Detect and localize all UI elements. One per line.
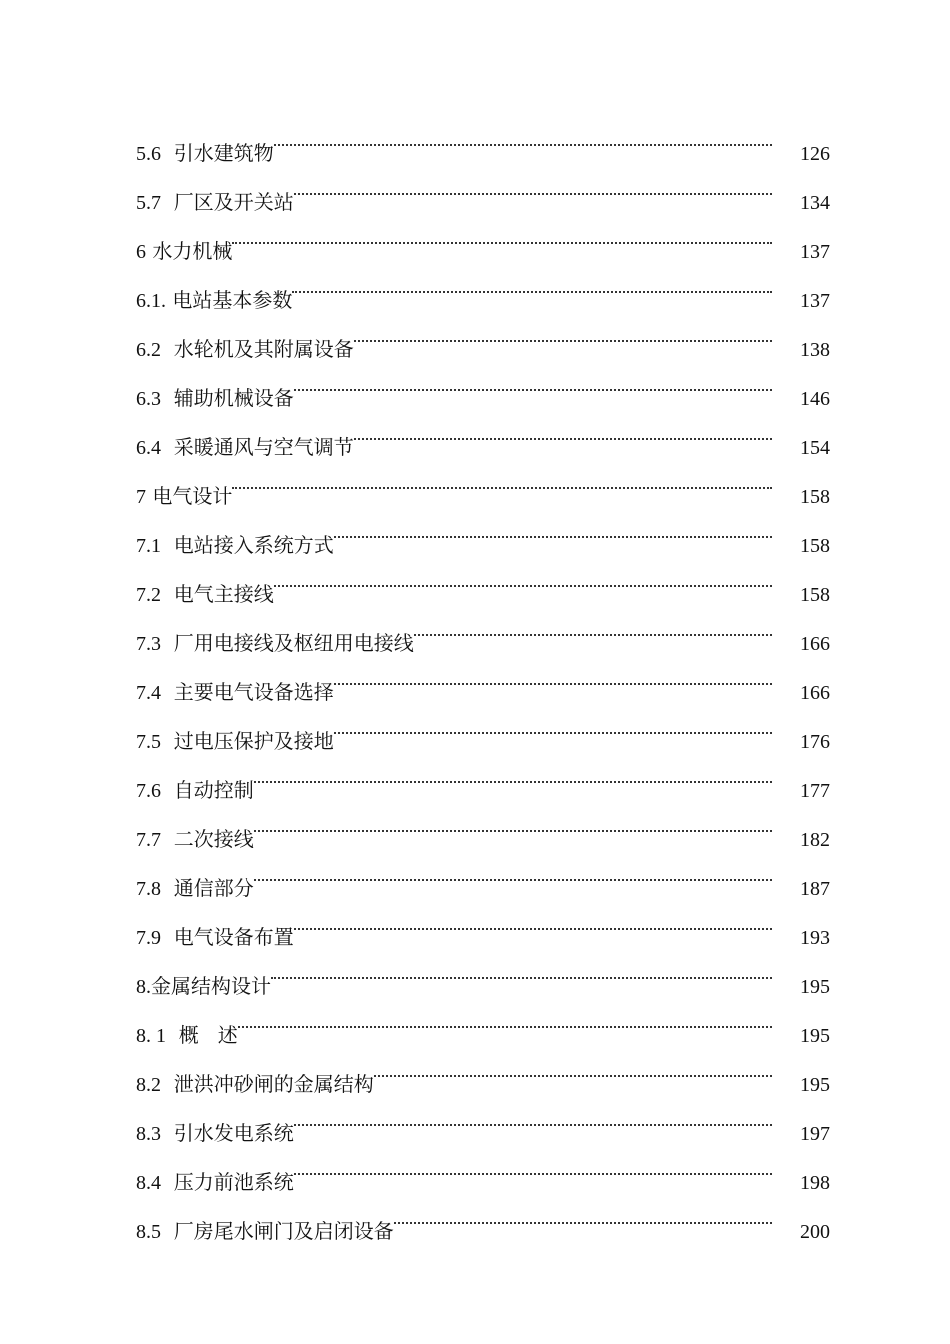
toc-entry-number: 7	[136, 486, 146, 508]
toc-entry-page-number: 176	[800, 731, 830, 753]
toc-entry-title	[136, 1207, 394, 1257]
table-of-contents	[136, 111, 830, 1243]
toc-dot-leader	[334, 503, 772, 552]
toc-entry-text: 二次接线	[173, 827, 254, 851]
toc-entry-number: 8.3	[136, 1123, 161, 1145]
toc-dot-leader	[294, 1091, 772, 1140]
toc-entry-spacer	[161, 827, 174, 851]
toc-entry-text: 泄洪冲砂闸的金属结构	[173, 1072, 374, 1096]
toc-entry-title	[136, 1109, 294, 1159]
toc-entry-spacer	[161, 1170, 174, 1194]
toc-entry-text: 引水建筑物	[173, 141, 274, 165]
toc-dot-leader	[254, 797, 772, 846]
toc-entry-spacer	[161, 1121, 174, 1145]
toc-entry-number: 6	[136, 241, 146, 263]
toc-entry-spacer	[161, 190, 174, 214]
toc-entry-text: 引水发电系统	[173, 1121, 294, 1145]
toc-entry-page-number: 137	[800, 241, 830, 263]
toc-entry[interactable]	[136, 993, 830, 1047]
toc-entry-number: 8.4	[136, 1172, 161, 1194]
toc-entry-number: 5.7	[136, 192, 161, 214]
toc-entry-spacer	[161, 386, 174, 410]
toc-entry-text: 水轮机及其附属设备	[173, 337, 354, 361]
toc-entry-page-number: 177	[800, 780, 830, 802]
toc-dot-leader	[254, 748, 772, 797]
toc-entry-text: 电气主接线	[173, 582, 274, 606]
toc-entry-number: 6.2	[136, 339, 161, 361]
toc-dot-leader	[294, 160, 772, 209]
toc-entry-spacer	[161, 729, 174, 753]
toc-dot-leader	[354, 405, 772, 454]
toc-entry-page-number: 166	[800, 682, 830, 704]
toc-dot-leader	[294, 895, 772, 944]
toc-entry[interactable]	[136, 111, 830, 165]
toc-entry-page-number: 134	[800, 192, 830, 214]
toc-entry-title	[136, 668, 334, 718]
toc-entry-number: 7.3	[136, 633, 161, 655]
toc-entry-page-number: 166	[800, 633, 830, 655]
toc-entry-spacer	[161, 582, 174, 606]
toc-dot-leader	[334, 699, 772, 748]
toc-entry-number: 7.6	[136, 780, 161, 802]
toc-entry-number: 8.5	[136, 1221, 161, 1243]
toc-entry-title	[136, 227, 232, 277]
toc-entry-page-number: 187	[800, 878, 830, 900]
toc-entry-page-number: 126	[800, 143, 830, 165]
toc-entry-number: 7.7	[136, 829, 161, 851]
toc-entry-text: 概 述	[178, 1023, 238, 1047]
toc-entry-title	[136, 276, 292, 326]
toc-entry-number: 7.5	[136, 731, 161, 753]
toc-entry-page-number: 158	[800, 486, 830, 508]
toc-dot-leader	[334, 650, 772, 699]
toc-dot-leader	[271, 944, 772, 993]
toc-entry-page-number: 138	[800, 339, 830, 361]
toc-entry-title	[136, 1158, 294, 1208]
toc-entry[interactable]	[136, 1042, 830, 1096]
toc-entry-text: 水力机械	[152, 239, 233, 263]
toc-entry-text: 辅助机械设备	[173, 386, 294, 410]
toc-entry-text: 金属结构设计	[151, 974, 271, 998]
toc-entry-page-number: 146	[800, 388, 830, 410]
toc-entry-page-number: 158	[800, 584, 830, 606]
toc-entry-spacer	[166, 1023, 179, 1047]
toc-entry-title	[136, 472, 232, 522]
toc-entry-number: 8. 1	[136, 1025, 166, 1047]
toc-entry-page-number: 195	[800, 1025, 830, 1047]
toc-entry-text: 压力前池系统	[173, 1170, 294, 1194]
toc-entry-page-number: 200	[800, 1221, 830, 1243]
toc-entry-title	[136, 570, 274, 620]
toc-dot-leader	[294, 356, 772, 405]
toc-entry-number: 6.3	[136, 388, 161, 410]
toc-dot-leader	[354, 307, 772, 356]
toc-entry-page-number: 195	[800, 1074, 830, 1096]
toc-entry-page-number: 195	[800, 976, 830, 998]
toc-entry[interactable]	[136, 503, 830, 557]
toc-entry-page-number: 158	[800, 535, 830, 557]
toc-entry-text: 厂房尾水闸门及启闭设备	[173, 1219, 394, 1243]
toc-entry-spacer	[161, 876, 174, 900]
toc-entry-spacer	[161, 778, 174, 802]
toc-entry-number: 5.6	[136, 143, 161, 165]
toc-entry-spacer	[161, 533, 174, 557]
toc-entry-number: 8.2	[136, 1074, 161, 1096]
toc-entry-text: 采暖通风与空气调节	[173, 435, 354, 459]
toc-entry-spacer	[161, 435, 174, 459]
toc-entry-text: 主要电气设备选择	[173, 680, 334, 704]
toc-entry-text: 电站接入系统方式	[173, 533, 334, 557]
toc-entry-spacer	[161, 1072, 174, 1096]
toc-entry-text: 厂区及开关站	[173, 190, 294, 214]
toc-entry-number: 7.2	[136, 584, 161, 606]
toc-entry-number: 7.1	[136, 535, 161, 557]
toc-entry-title	[136, 864, 254, 914]
toc-entry-page-number: 154	[800, 437, 830, 459]
toc-entry-spacer	[161, 141, 174, 165]
toc-entry-text: 电气设计	[152, 484, 233, 508]
toc-entry-number: 7.8	[136, 878, 161, 900]
toc-entry-number: 7.4	[136, 682, 161, 704]
toc-entry-text: 厂用电接线及枢纽用电接线	[173, 631, 414, 655]
toc-dot-leader	[238, 993, 772, 1042]
toc-entry-spacer	[161, 631, 174, 655]
toc-dot-leader	[294, 1140, 772, 1189]
toc-entry-number: 7.9	[136, 927, 161, 949]
toc-entry-title	[136, 815, 254, 865]
toc-entry-number: 6.1.	[136, 290, 166, 312]
toc-entry-text: 自动控制	[173, 778, 254, 802]
toc-entry-title	[136, 1011, 238, 1061]
toc-entry-page-number: 137	[800, 290, 830, 312]
toc-dot-leader	[232, 209, 772, 258]
toc-dot-leader	[254, 846, 772, 895]
toc-entry-number: 8.	[136, 976, 151, 998]
toc-entry-text: 通信部分	[173, 876, 254, 900]
toc-entry-title	[136, 129, 274, 179]
toc-dot-leader	[414, 601, 772, 650]
toc-dot-leader	[394, 1189, 772, 1238]
toc-entry-spacer	[161, 1219, 174, 1243]
toc-entry[interactable]	[136, 209, 830, 263]
toc-dot-leader	[274, 552, 772, 601]
toc-dot-leader	[374, 1042, 772, 1091]
toc-entry[interactable]	[136, 258, 830, 312]
toc-entry-number: 6.4	[136, 437, 161, 459]
toc-entry-page-number: 193	[800, 927, 830, 949]
toc-dot-leader	[292, 258, 772, 307]
toc-entry-text: 过电压保护及接地	[173, 729, 334, 753]
toc-entry-spacer	[161, 680, 174, 704]
toc-dot-leader	[232, 454, 772, 503]
toc-entry-title	[136, 766, 254, 816]
toc-entry-text: 电气设备布置	[173, 925, 294, 949]
toc-entry-page-number: 198	[800, 1172, 830, 1194]
toc-entry-spacer	[161, 925, 174, 949]
toc-entry-page-number: 182	[800, 829, 830, 851]
toc-entry-spacer	[161, 337, 174, 361]
toc-entry-title	[136, 374, 294, 424]
toc-dot-leader	[274, 111, 772, 160]
toc-entry-text: 电站基本参数	[172, 288, 293, 312]
toc-entry[interactable]	[136, 454, 830, 508]
toc-entry-page-number: 197	[800, 1123, 830, 1145]
